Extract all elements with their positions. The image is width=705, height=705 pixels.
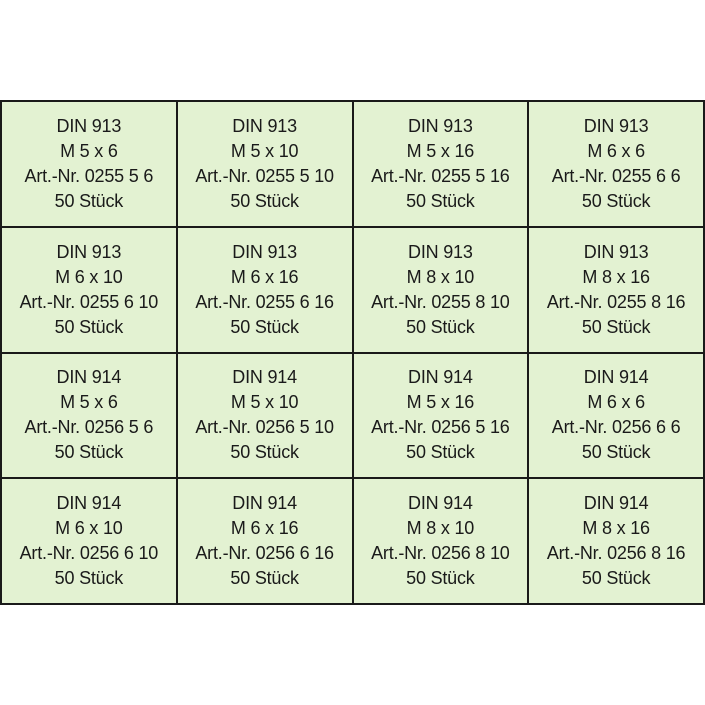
din-standard: DIN 913 [583, 241, 649, 262]
thread-size: M 5 x 6 [60, 392, 118, 413]
quantity: 50 Stück [54, 442, 124, 463]
article-number: Art.-Nr. 0256 5 10 [195, 417, 334, 438]
din-standard: DIN 913 [56, 241, 122, 262]
label-cell [2, 102, 176, 226]
thread-size: M 6 x 16 [230, 518, 299, 539]
din-standard: DIN 913 [408, 115, 473, 136]
din-standard: DIN 914 [583, 493, 649, 514]
quantity: 50 Stück [230, 316, 299, 337]
quantity: 50 Stück [406, 442, 475, 463]
thread-size: M 5 x 16 [406, 140, 475, 161]
din-standard: DIN 914 [232, 367, 297, 388]
article-number: Art.-Nr. 0256 5 6 [24, 417, 154, 438]
label-cell [2, 479, 176, 603]
din-standard: DIN 913 [232, 241, 297, 262]
article-number: Art.-Nr. 0255 6 16 [195, 291, 334, 312]
quantity: 50 Stück [54, 568, 124, 589]
article-number: Art.-Nr. 0255 8 16 [546, 291, 686, 312]
article-number: Art.-Nr. 0256 6 10 [19, 543, 159, 564]
article-number: Art.-Nr. 0255 5 16 [371, 165, 510, 186]
label-cell [354, 479, 528, 603]
quantity: 50 Stück [230, 190, 299, 211]
label-cell [529, 228, 703, 352]
label-cell [2, 354, 176, 478]
quantity: 50 Stück [406, 190, 475, 211]
din-standard: DIN 914 [583, 367, 649, 388]
label-cell [2, 228, 176, 352]
din-standard: DIN 914 [408, 367, 473, 388]
thread-size: M 8 x 10 [406, 266, 475, 287]
quantity: 50 Stück [54, 190, 124, 211]
din-standard: DIN 913 [56, 115, 122, 136]
quantity: 50 Stück [406, 316, 475, 337]
label-cell [178, 102, 352, 226]
din-standard: DIN 914 [56, 493, 122, 514]
quantity: 50 Stück [581, 316, 651, 337]
thread-size: M 8 x 16 [582, 518, 650, 539]
thread-size: M 5 x 16 [406, 392, 475, 413]
thread-size: M 8 x 16 [582, 266, 650, 287]
quantity: 50 Stück [406, 568, 475, 589]
label-cell [354, 102, 528, 226]
thread-size: M 6 x 10 [55, 518, 123, 539]
label-cell [178, 354, 352, 478]
label-cell [354, 228, 528, 352]
thread-size: M 8 x 10 [406, 518, 475, 539]
quantity: 50 Stück [581, 442, 651, 463]
quantity: 50 Stück [54, 316, 124, 337]
quantity: 50 Stück [581, 190, 651, 211]
article-number: Art.-Nr. 0256 8 16 [546, 543, 686, 564]
article-number: Art.-Nr. 0256 8 10 [371, 543, 510, 564]
thread-size: M 6 x 10 [55, 266, 123, 287]
label-cell [529, 354, 703, 478]
thread-size: M 6 x 6 [587, 140, 645, 161]
din-standard: DIN 913 [232, 115, 297, 136]
article-number: Art.-Nr. 0256 6 16 [195, 543, 334, 564]
article-number: Art.-Nr. 0255 5 6 [24, 165, 154, 186]
article-number: Art.-Nr. 0255 5 10 [195, 165, 334, 186]
thread-size: M 5 x 6 [60, 140, 118, 161]
thread-size: M 6 x 6 [587, 392, 645, 413]
article-number: Art.-Nr. 0256 6 6 [551, 417, 681, 438]
din-standard: DIN 914 [408, 493, 473, 514]
label-cell [529, 479, 703, 603]
quantity: 50 Stück [230, 568, 299, 589]
din-standard: DIN 914 [56, 367, 122, 388]
article-number: Art.-Nr. 0255 6 10 [19, 291, 159, 312]
article-number: Art.-Nr. 0255 8 10 [371, 291, 510, 312]
article-number: Art.-Nr. 0255 6 6 [551, 165, 681, 186]
label-cell [354, 354, 528, 478]
label-grid [0, 100, 705, 605]
label-cell [178, 228, 352, 352]
din-standard: DIN 914 [232, 493, 297, 514]
quantity: 50 Stück [581, 568, 651, 589]
label-cell [529, 102, 703, 226]
din-standard: DIN 913 [408, 241, 473, 262]
label-cell [178, 479, 352, 603]
quantity: 50 Stück [230, 442, 299, 463]
din-standard: DIN 913 [583, 115, 649, 136]
thread-size: M 5 x 10 [230, 392, 299, 413]
thread-size: M 5 x 10 [230, 140, 299, 161]
article-number: Art.-Nr. 0256 5 16 [371, 417, 510, 438]
thread-size: M 6 x 16 [230, 266, 299, 287]
